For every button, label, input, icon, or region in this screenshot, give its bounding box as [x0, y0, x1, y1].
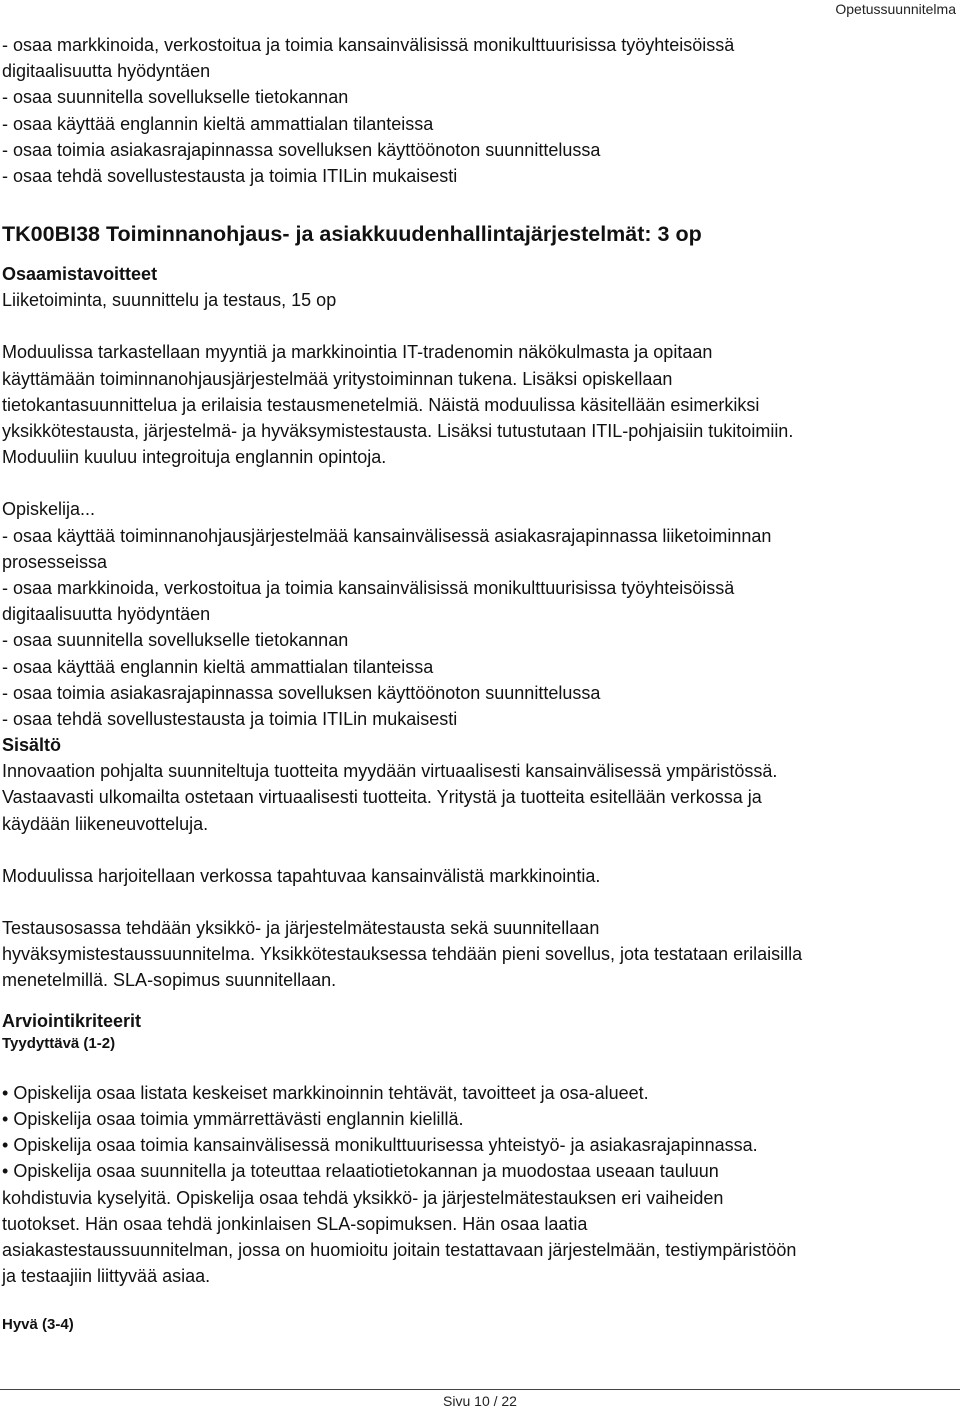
intro-list: [2, 32, 958, 189]
course-title: TK00BI38 Toiminnanohjaus- ja asiakkuudenhallintajärjestelmät: 3 op: [2, 222, 702, 247]
footer-divider: [0, 1389, 960, 1390]
paragraph-line: menetelmillä. SLA-sopimus suunnitellaan.: [2, 970, 337, 991]
document-header-label: Opetussuunnitelma: [835, 1, 956, 17]
objectives-heading: Osaamistavoitteet: [2, 264, 158, 285]
paragraph-line: yksikkötestausta, järjestelmä- ja hyväksymistestausta. Lisäksi tutustutaan ITIL-pohjaisiin tukitoimiin.: [2, 421, 794, 442]
content-paragraph-3: [2, 915, 958, 994]
list-item: - osaa markkinoida, verkostoitua ja toimia kansainvälisissä monikulttuurisissa työyhteisöissä: [2, 578, 735, 599]
list-item-continuation: asiakastestaussuunnitelman, jossa on huomioitu joitain testattavaan järjestelmään, testiympäristöön: [2, 1239, 797, 1260]
paragraph-line: hyväksymistestaussuunnitelma. Yksikkötestauksessa tehdään pieni sovellus, jota testataan erilaisilla: [2, 944, 803, 965]
page-number: Sivu 10 / 22: [443, 1393, 517, 1409]
paragraph-line: Moduulissa tarkastellaan myyntiä ja markkinointia IT-tradenomin näkökulmasta ja opitaan: [2, 342, 713, 363]
objectives-subtitle: Liiketoiminta, suunnittelu ja testaus, 15 op: [2, 290, 337, 311]
list-item: - osaa suunnitella sovellukselle tietokannan: [2, 630, 349, 651]
list-item: digitaalisuutta hyödyntäen: [2, 61, 211, 82]
paragraph-line: käyttämään toiminnanohjausjärjestelmää yritystoiminnan tukena. Lisäksi opiskellaan: [2, 368, 673, 389]
paragraph-line: Moduuliin kuuluu integroituja englannin opintoja.: [2, 447, 387, 468]
content-paragraph-2: [2, 863, 958, 889]
list-item: - osaa tehdä sovellustestausta ja toimia ITILin mukaisesti: [2, 709, 458, 730]
paragraph-line: Innovaation pohjalta suunniteltuja tuotteita myydään virtuaalisesti kansainvälisessä ympäristössä.: [2, 761, 778, 782]
content-heading: Sisältö: [2, 735, 62, 756]
list-item-continuation: ja testaajiin liittyvää asiaa.: [2, 1266, 211, 1287]
paragraph-line: Vastaavasti ulkomailta ostetaan virtuaalisesti tuotteita. Yritystä ja tuotteita esitellään verkossa ja: [2, 787, 762, 808]
grade-satisfactory-heading: Tyydyttävä (1-2): [2, 1034, 116, 1052]
list-item: - osaa käyttää toiminnanohjausjärjestelmää kansainvälisessä asiakasrajapinnassa liiketoiminnan: [2, 525, 772, 546]
student-intro: Opiskelija...: [2, 499, 96, 520]
list-item: - osaa toimia asiakasrajapinnassa sovelluksen käyttöönoton suunnittelussa: [2, 682, 601, 703]
list-item: - osaa tehdä sovellustestausta ja toimia ITILin mukaisesti: [2, 166, 458, 187]
paragraph-line: Testausosassa tehdään yksikkö- ja järjestelmätestausta sekä suunnitellaan: [2, 918, 600, 939]
list-item: - osaa markkinoida, verkostoitua ja toimia kansainvälisissä monikulttuurisissa työyhteisöissä: [2, 35, 735, 55]
paragraph-line: Moduulissa harjoitellaan verkossa tapahtuvaa kansainvälistä markkinointia.: [2, 865, 601, 886]
list-item: digitaalisuutta hyödyntäen: [2, 604, 211, 625]
paragraph-line: käydään liikeneuvotteluja.: [2, 813, 209, 834]
list-item: - osaa käyttää englannin kieltä ammattialan tilanteissa: [2, 113, 434, 134]
criteria-list: [2, 1080, 958, 1290]
paragraph-line: tietokantasuunnittelua ja erilaisia testausmenetelmiä. Näistä moduulissa käsitellään esimerkiksi: [2, 394, 760, 415]
list-item: prosesseissa: [2, 551, 108, 572]
list-item: • Opiskelija osaa listata keskeiset markkinoinnin tehtävät, tavoitteet ja osa-alueet.: [2, 1080, 958, 1106]
list-item: - osaa käyttää englannin kieltä ammattialan tilanteissa: [2, 656, 434, 677]
list-item-continuation: kohdistuvia kyselyitä. Opiskelija osaa tehdä yksikkö- ja järjestelmätestauksen eri vaiheiden: [2, 1187, 724, 1208]
list-item: • Opiskelija osaa toimia ymmärrettävästi englannin kielillä.: [2, 1106, 958, 1132]
list-item: - osaa suunnitella sovellukselle tietokannan: [2, 87, 349, 108]
course-description: [2, 339, 958, 470]
content-paragraph-1: [2, 758, 958, 837]
list-item: - osaa toimia asiakasrajapinnassa sovelluksen käyttöönoton suunnittelussa: [2, 139, 601, 160]
list-item-continuation: tuotokset. Hän osaa tehdä jonkinlaisen SLA-sopimuksen. Hän osaa laatia: [2, 1213, 588, 1234]
grade-good-heading: Hyvä (3-4): [2, 1316, 74, 1334]
list-item: • Opiskelija osaa suunnitella ja toteuttaa relaatiotietokannan ja muodostaa useaan tauluun: [2, 1158, 958, 1184]
page-content: [2, 32, 958, 1335]
criteria-heading: Arviointikriteerit: [2, 1010, 142, 1031]
student-objectives-list: [2, 523, 958, 733]
list-item: • Opiskelija osaa toimia kansainvälisessä monikulttuurisessa yhteistyö- ja asiakasrajapinnassa.: [2, 1132, 958, 1158]
